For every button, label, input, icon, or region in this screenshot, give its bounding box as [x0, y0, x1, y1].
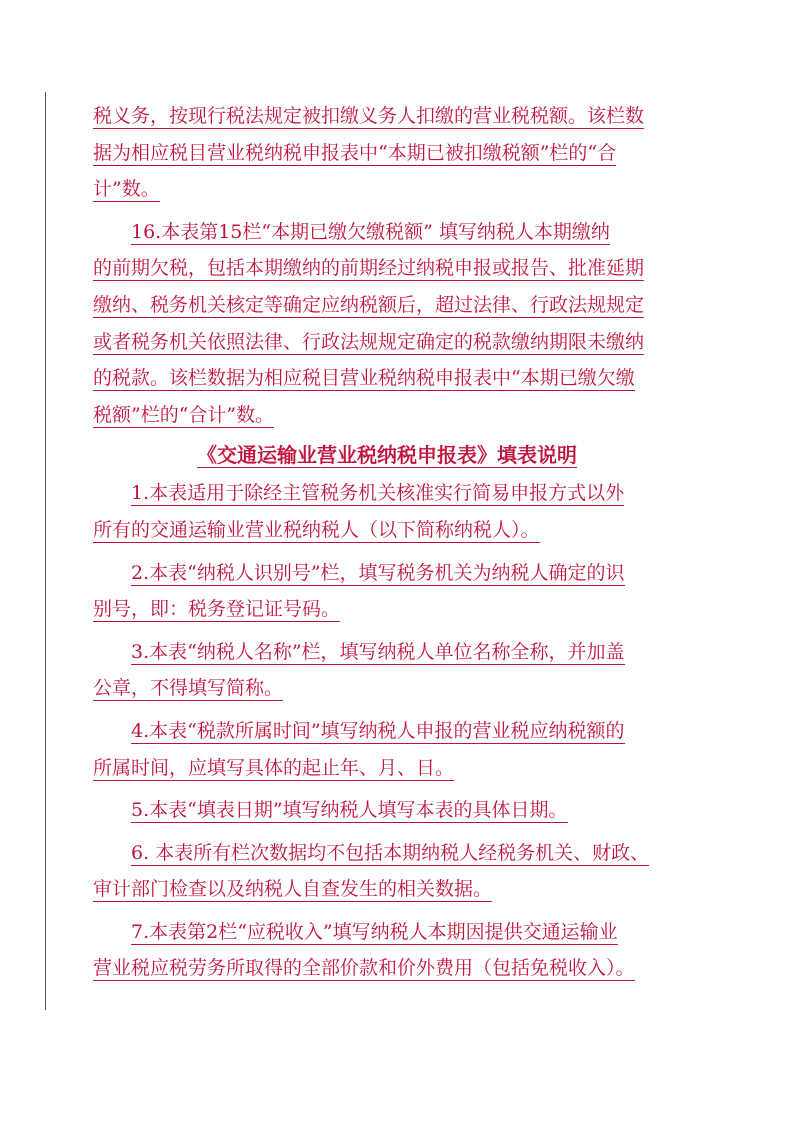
list-item-line: 别号，即：税务登记证号码。 [93, 598, 341, 621]
document-body [93, 98, 723, 987]
list-item-line: 4.本表“税款所属时间”填写纳税人申报的营业税应纳税额的 [131, 719, 625, 742]
paragraph-line: 计”数。 [93, 178, 160, 201]
paragraph-line: 缴纳、税务机关核定等确定应纳税额后，超过法律、行政法规规定 [93, 293, 645, 316]
paragraph-line: 据为相应税目营业税纳税申报表中“本期已被扣缴税额”栏的“合 [93, 141, 617, 164]
list-item-line: 审计部门检查以及纳税人自查发生的相关数据。 [93, 878, 493, 901]
list-item-line: 所有的交通运输业营业税纳税人（以下简称纳税人）。 [93, 518, 540, 541]
revision-bar [45, 92, 46, 1010]
paragraph-line: 税义务，按现行税法规定被扣缴义务人扣缴的营业税税额。该栏数 [93, 105, 645, 127]
list-item-line: 7.本表第2栏“应税收入”填写纳税人本期因提供交通运输业 [131, 920, 618, 943]
list-item-line: 2.本表“纳税人识别号”栏，填写税务机关为纳税人确定的识 [131, 561, 625, 584]
list-item-line: 5.本表“填表日期”填写纳税人填写本表的具体日期。 [131, 799, 568, 822]
paragraph-line: 或者税务机关依照法律、行政法规规定确定的税款缴纳期限未缴纳 [93, 330, 645, 353]
list-item-line: 公章，不得填写简称。 [93, 677, 284, 700]
list-item-line: 3.本表“纳税人名称”栏，填写纳税人单位名称全称，并加盖 [131, 640, 625, 663]
paragraph-line: 的税款。该栏数据为相应税目营业税纳税申报表中“本期已缴欠缴 [93, 367, 635, 390]
paragraph-line: 税额”栏的“合计”数。 [93, 403, 275, 426]
paragraph-line: 16.本表第15栏“本期已缴欠缴税额” 填写纳税人本期缴纳 [131, 220, 610, 243]
paragraph-line: 的前期欠税，包括本期缴纳的前期经过纳税申报或报告、批准延期 [93, 257, 645, 280]
list-item-line: 6. 本表所有栏次数据均不包括本期纳税人经税务机关、财政、 [131, 841, 650, 864]
list-item-line: 所属时间，应填写具体的起止年、月、日。 [93, 756, 455, 779]
section-heading: 《交通运输业营业税纳税申报表》填表说明 [197, 443, 577, 468]
list-item-line: 营业税应税劳务所取得的全部价款和价外费用（包括免税收入）。 [93, 957, 635, 980]
list-item-line: 1.本表适用于除经主管税务机关核准实行简易申报方式以外 [131, 482, 625, 505]
